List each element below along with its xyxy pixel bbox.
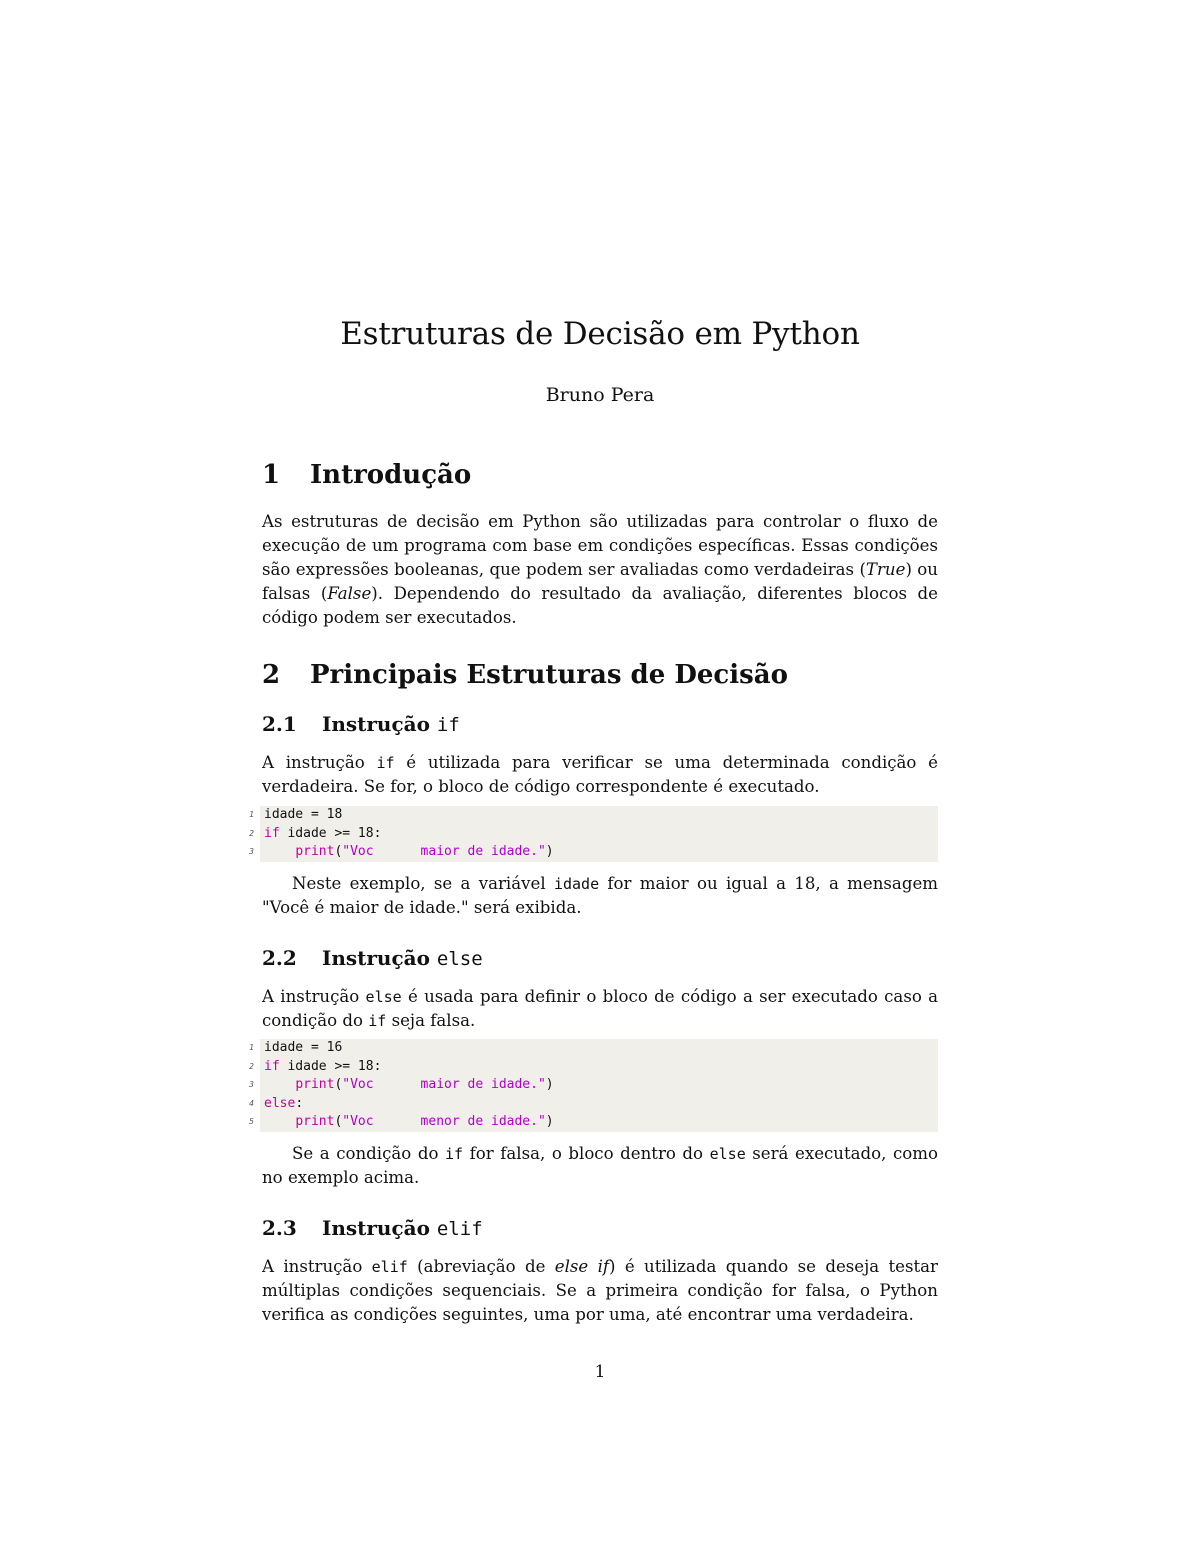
if-explanation-paragraph [262,872,938,920]
code-indent [264,1077,295,1092]
text-run: é utilizada para verificar se uma determinada condição é verdadeira. Se for, o bloco de código correspondente é executado. [262,753,938,796]
section-heading-principais [262,660,788,690]
else-explanation-paragraph [262,1142,938,1190]
code-line [249,806,938,825]
text-run: for maior ou igual a 18, a mensagem "Você é maior de idade." será exibida. [262,874,938,917]
code-indent [264,1114,295,1129]
subsection-title: Instrução [322,712,430,736]
line-number: 1 [249,1043,254,1052]
text-run: A instrução [262,753,377,772]
document-author: Bruno Pera [545,384,655,406]
section-number: 2 [262,660,281,690]
subsection-number: 2.2 [262,946,297,970]
code-string: "Voc maior de idade." [342,1077,546,1092]
line-number: 4 [249,1098,254,1108]
code-string: "Voc menor de idade." [342,1114,546,1129]
emphasis-false: False [327,584,372,603]
line-number: 5 [249,1117,254,1126]
text-run: A instrução [262,987,366,1006]
line-number: 2 [249,1061,254,1071]
code-text: ) [545,1077,554,1092]
subsection-code-word: else [436,948,483,970]
code-keyword: print [295,1114,335,1129]
emphasis-else-if: else if [554,1257,610,1276]
code-indent [264,844,295,859]
subsection-title: Instrução [322,1216,430,1240]
subsection-heading-if [262,712,460,736]
emphasis-true: True [865,560,906,579]
code-block-if [249,806,938,862]
text-run: A instrução [262,1257,372,1276]
inline-code: elif [371,1258,408,1276]
elif-paragraph [262,1255,938,1327]
line-number: 2 [249,828,254,838]
inline-code: if [376,754,395,772]
code-string: "Voc maior de idade." [342,844,546,859]
section-title: Introdução [310,460,472,490]
line-number: 3 [249,847,254,856]
text-run: ) ou falsas ( [262,560,938,603]
code-keyword: print [295,1077,335,1092]
text-run: é usada para definir o bloco de código a ser executado caso a condição do [262,987,939,1030]
text-run: for falsa, o bloco dentro do [463,1144,710,1163]
text-run: ) é utilizada quando se deseja testar múltiplas condições sequenciais. Se a primeira condição for falsa, o Python verifica as condições seguintes, uma por uma, até encontrar uma verdadeira. [262,1257,938,1324]
text-run: Se a condição do [292,1144,446,1163]
text-run: seja falsa. [386,1011,476,1030]
inline-code: if [368,1012,387,1030]
inline-code: else [365,988,402,1006]
intro-paragraph [262,510,938,630]
if-paragraph [262,751,938,799]
subsection-code-word: elif [436,1218,483,1240]
code-text: idade = 18 [264,807,343,822]
text-run: As estruturas de decisão em Python são utilizadas para controlar o fluxo de execução de um programa com base em condições específicas. Essas condições são expressões booleanas, que podem ser avaliadas como verdadeiras ( [262,512,938,579]
subsection-code-word: if [436,714,460,736]
code-line [249,825,938,844]
code-text: ( [334,1114,343,1129]
subsection-heading-elif [262,1216,483,1240]
line-number: 3 [249,1080,254,1089]
subsection-title: Instrução [322,946,430,970]
code-keyword: if [264,825,280,841]
code-line [249,1058,938,1077]
text-run: será executado, como no exemplo acima. [262,1144,939,1187]
section-heading-introducao [262,460,471,490]
subsection-heading-else [262,946,483,970]
inline-code: if [445,1145,464,1163]
code-line [249,1113,938,1132]
section-title: Principais Estruturas de Decisão [310,660,788,690]
code-text: idade >= 18: [279,825,382,841]
code-line [249,1076,938,1095]
text-run: Neste exemplo, se a variável [292,874,554,893]
else-paragraph [262,985,938,1033]
code-text: idade = 16 [264,1040,343,1055]
inline-code: idade [553,875,600,893]
section-number: 1 [262,460,281,490]
code-text: ) [545,844,554,859]
subsection-number: 2.1 [262,712,297,736]
code-line [249,843,938,862]
text-run: ). Dependendo do resultado da avaliação, diferentes blocos de código podem ser executados. [262,584,938,627]
document-title: Estruturas de Decisão em Python [340,316,860,352]
code-line [249,1039,938,1058]
code-text: ( [334,844,343,859]
line-number: 1 [249,810,254,819]
inline-code: else [709,1145,746,1163]
code-text: ( [334,1077,343,1092]
code-keyword: else [264,1095,296,1111]
text-run: (abreviação de [407,1257,555,1276]
subsection-number: 2.3 [262,1216,297,1240]
code-text: ) [545,1114,554,1129]
page-number: 1 [594,1362,606,1382]
code-line [249,1095,938,1114]
code-text: idade >= 18: [279,1058,382,1074]
code-keyword: if [264,1058,280,1074]
code-text: : [295,1095,304,1111]
code-keyword: print [295,844,335,859]
code-block-else [249,1039,938,1132]
